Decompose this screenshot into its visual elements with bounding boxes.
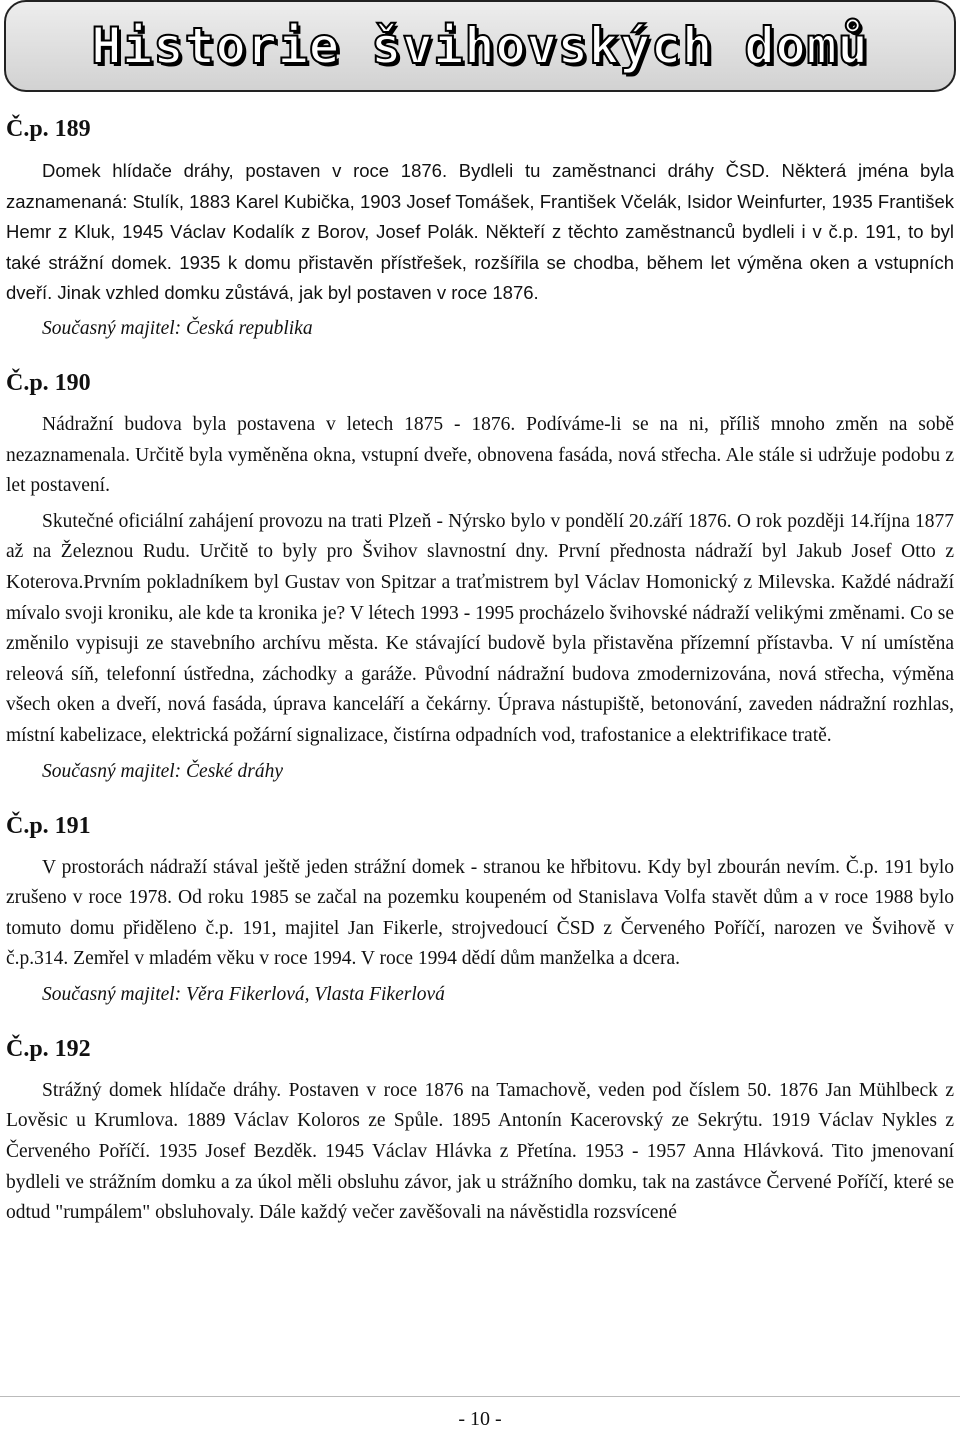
section-cp-191: [6, 811, 954, 1010]
owner-line: Současný majitel: Česká republika: [42, 317, 313, 339]
paragraph: V prostorách nádraží stával ještě jeden strážní domek - stranou ke hřbitovu. Kdy byl zbourán nevím. Č.p. 191 bylo zrušeno v roce 1978. Od roku 1985 se začal na pozemku koupeném od Stanislava Volfa stavět dům a v roce 1988 bylo tomuto domu přiděleno č.p. 191, majitel Jan Fikerle, strojvedoucí ČSD z Červeného Poříčí, narozen ve Švihově v č.p.314. Zemřel v mladém věku v roce 1994. V roce 1994 dědí dům manželka a dcera.: [6, 856, 954, 970]
paragraph: Strážný domek hlídače dráhy. Postaven v roce 1876 na Tamachově, veden pod číslem 50. 1876 Jan Mühlbeck z Lověsic u Krumlova. 1889 Václav Koloros ze Spůle. 1895 Antonín Kacerovský ze Sekrýtu. 1919 Václav Nykles z Červeného Poříčí. 1935 Josef Bezděk. 1945 Václav Hlávka z Přetína. 1953 - 1957 Anna Hlávková. Tito jmenovaní bydleli ve strážním domku a za úkol měli obsluhu závor, jak u strážního domku, tak na zastávce Červené Poříčí, které se odtud "rumpálem" obsluhovaly. Dále každý večer zavěšovali na návěstidla rozsvícené: [6, 1079, 954, 1224]
section-heading: Č.p. 190: [6, 369, 91, 396]
page-title: Historie švihovských domů: [91, 17, 869, 75]
paragraph: Skutečné oficiální zahájení provozu na trati Plzeň - Nýrsko bylo v pondělí 20.září 1876. O rok později 14.října 1877 až na Železnou Rudu. Určitě to byly pro Švihov slavnostní dny. První přednosta nádraží byl Jakub Josef Otto z Koterova.Prvním pokladníkem byl Gustav von Spitzar a traťmistrem byl Václav Homonický z Milevska. Každé nádraží mívalo svoji kroniku, ale kde ta kronika je? V létech 1993 - 1995 procházelo švihovské nádraží velikými změnami. Co se změnilo vypisuji ze stavebního archívu města. Ke stávající budově byla přistavěna přízemní přístavba. V ní umístěna releová síň, telefonní ústředna, záchodky a garáže. Původní nádražní budova zmodernizována, nová střecha, výměna všech oken a dveří, nová fasáda, úprava kanceláří a čekárny. Úprava nástupiště, betonování, zaveden nádražní rozhlas, místní kabelizace, elektrická požární signalizace, čistírna odpadních vod, trafostanice a elektrifikace tratě.: [6, 510, 954, 746]
title-banner: [4, 0, 956, 92]
document-body: [6, 114, 954, 1253]
section-cp-189: [6, 114, 954, 344]
section-cp-192: [6, 1034, 954, 1229]
page-number: - 10 -: [458, 1408, 502, 1430]
section-heading: Č.p. 191: [6, 812, 91, 839]
owner-line: Současný majitel: Věra Fikerlová, Vlasta Fikerlová: [42, 983, 445, 1005]
section-heading: Č.p. 189: [6, 116, 91, 142]
section-cp-190: [6, 368, 954, 787]
section-heading: Č.p. 192: [6, 1035, 91, 1062]
paragraph: Nádražní budova byla postavena v letech 1875 - 1876. Podíváme-li se na ni, příliš mnoho změn na sobě nezaznamenala. Určitě byla vyměněna okna, vstupní dveře, obnovena fasáda, nová střecha. Ale stále si udržuje podobu z let postavení.: [6, 413, 954, 497]
paragraph: Domek hlídače dráhy, postaven v roce 1876. Bydleli tu zaměstnanci dráhy ČSD. Některá jména byla zaznamenaná: Stulík, 1883 Karel Kubička, 1903 Josef Tomášek, František Včelák, Isidor Weinfurter, 1935 František Hemr z Kluk, 1945 Václav Kodalík z Borov, Josef Polák. Někteří z těchto zaměstnanců bydleli i v č.p. 191, to byl také strážní domek. 1935 k domu přistavěn přístřešek, rozšířila se chodba, během let výměna oken a vstupních dveří. Jinak vzhled domku zůstává, jak byl postaven v roce 1876.: [6, 160, 954, 304]
footer-divider: [0, 1396, 960, 1397]
owner-line: Současný majitel: České dráhy: [42, 760, 283, 782]
